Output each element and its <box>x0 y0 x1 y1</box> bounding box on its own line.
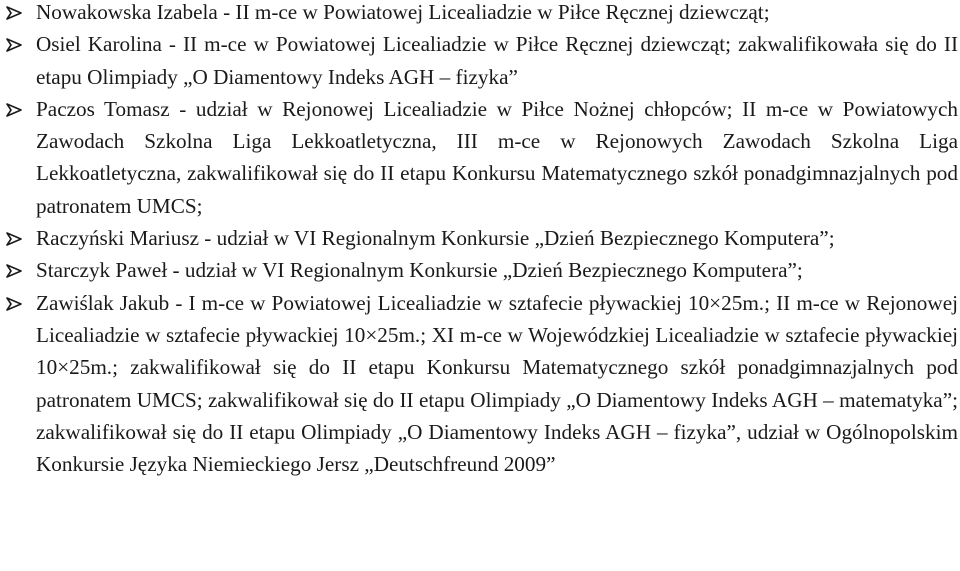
arrowhead-bullet-icon <box>6 297 22 311</box>
list-item <box>0 254 958 286</box>
arrowhead-bullet-icon <box>6 232 22 246</box>
list-item-text: Nowakowska Izabela - II m-ce w Powiatowej Licealiadzie w Piłce Ręcznej dziewcząt; <box>36 0 770 24</box>
list-item-text: Paczos Tomasz - udział w Rejonowej Licealiadzie w Piłce Nożnej chłopców; II m-ce w Powiatowych Zawodach Szkolna Liga Lekkoatletyczna, III m-ce w Rejonowych Zawodach Szkolna Liga Lekkoatletyczna, zakwalifikował się do II etapu Konkursu Matematycznego szkół ponadgimnazjalnych pod patronatem UMCS; <box>36 96 958 218</box>
list-item-text: Raczyński Mariusz - udział w VI Regionalnym Konkursie „Dzień Bezpiecznego Komputera”; <box>36 226 835 251</box>
list-item-text: Osiel Karolina - II m-ce w Powiatowej Licealiadzie w Piłce Ręcznej dziewcząt; zakwalifikowała się do II etapu Olimpiady „O Diamentowy Indeks AGH – fizyka” <box>36 32 958 89</box>
list-item <box>0 28 958 93</box>
list-item <box>0 222 958 254</box>
arrowhead-bullet-icon <box>6 103 22 117</box>
list-item-text: Starczyk Paweł - udział w VI Regionalnym Konkursie „Dzień Bezpiecznego Komputera”; <box>36 258 803 283</box>
list-item <box>0 287 958 481</box>
list-item <box>0 0 958 28</box>
list-item-text: Zawiślak Jakub - I m-ce w Powiatowej Licealiadzie w sztafecie pływackiej 10×25m.; II m-ce w Rejonowej Licealiadzie w sztafecie pływackiej 10×25m.; XI m-ce w Wojewódzkiej Licealiadzie w sztafecie pływackiej 10×25m.; zakwalifikował się do II etapu Konkursu Matematycznego szkół ponadgimnazjalnych pod patronatem UMCS; zakwalifikował się do II etapu Olimpiady „O Diamentowy Indeks AGH – matematyka”; zakwalifikował się do II etapu Olimpiady „O Diamentowy Indeks AGH – fizyka”, udział w Ogólnopolskim Konkursie Języka Niemieckiego Jersz „Deutschfreund 2009” <box>36 290 958 477</box>
arrowhead-bullet-icon <box>6 264 22 278</box>
arrowhead-bullet-icon <box>6 38 22 52</box>
arrowhead-bullet-icon <box>6 6 22 20</box>
list-item <box>0 93 958 222</box>
